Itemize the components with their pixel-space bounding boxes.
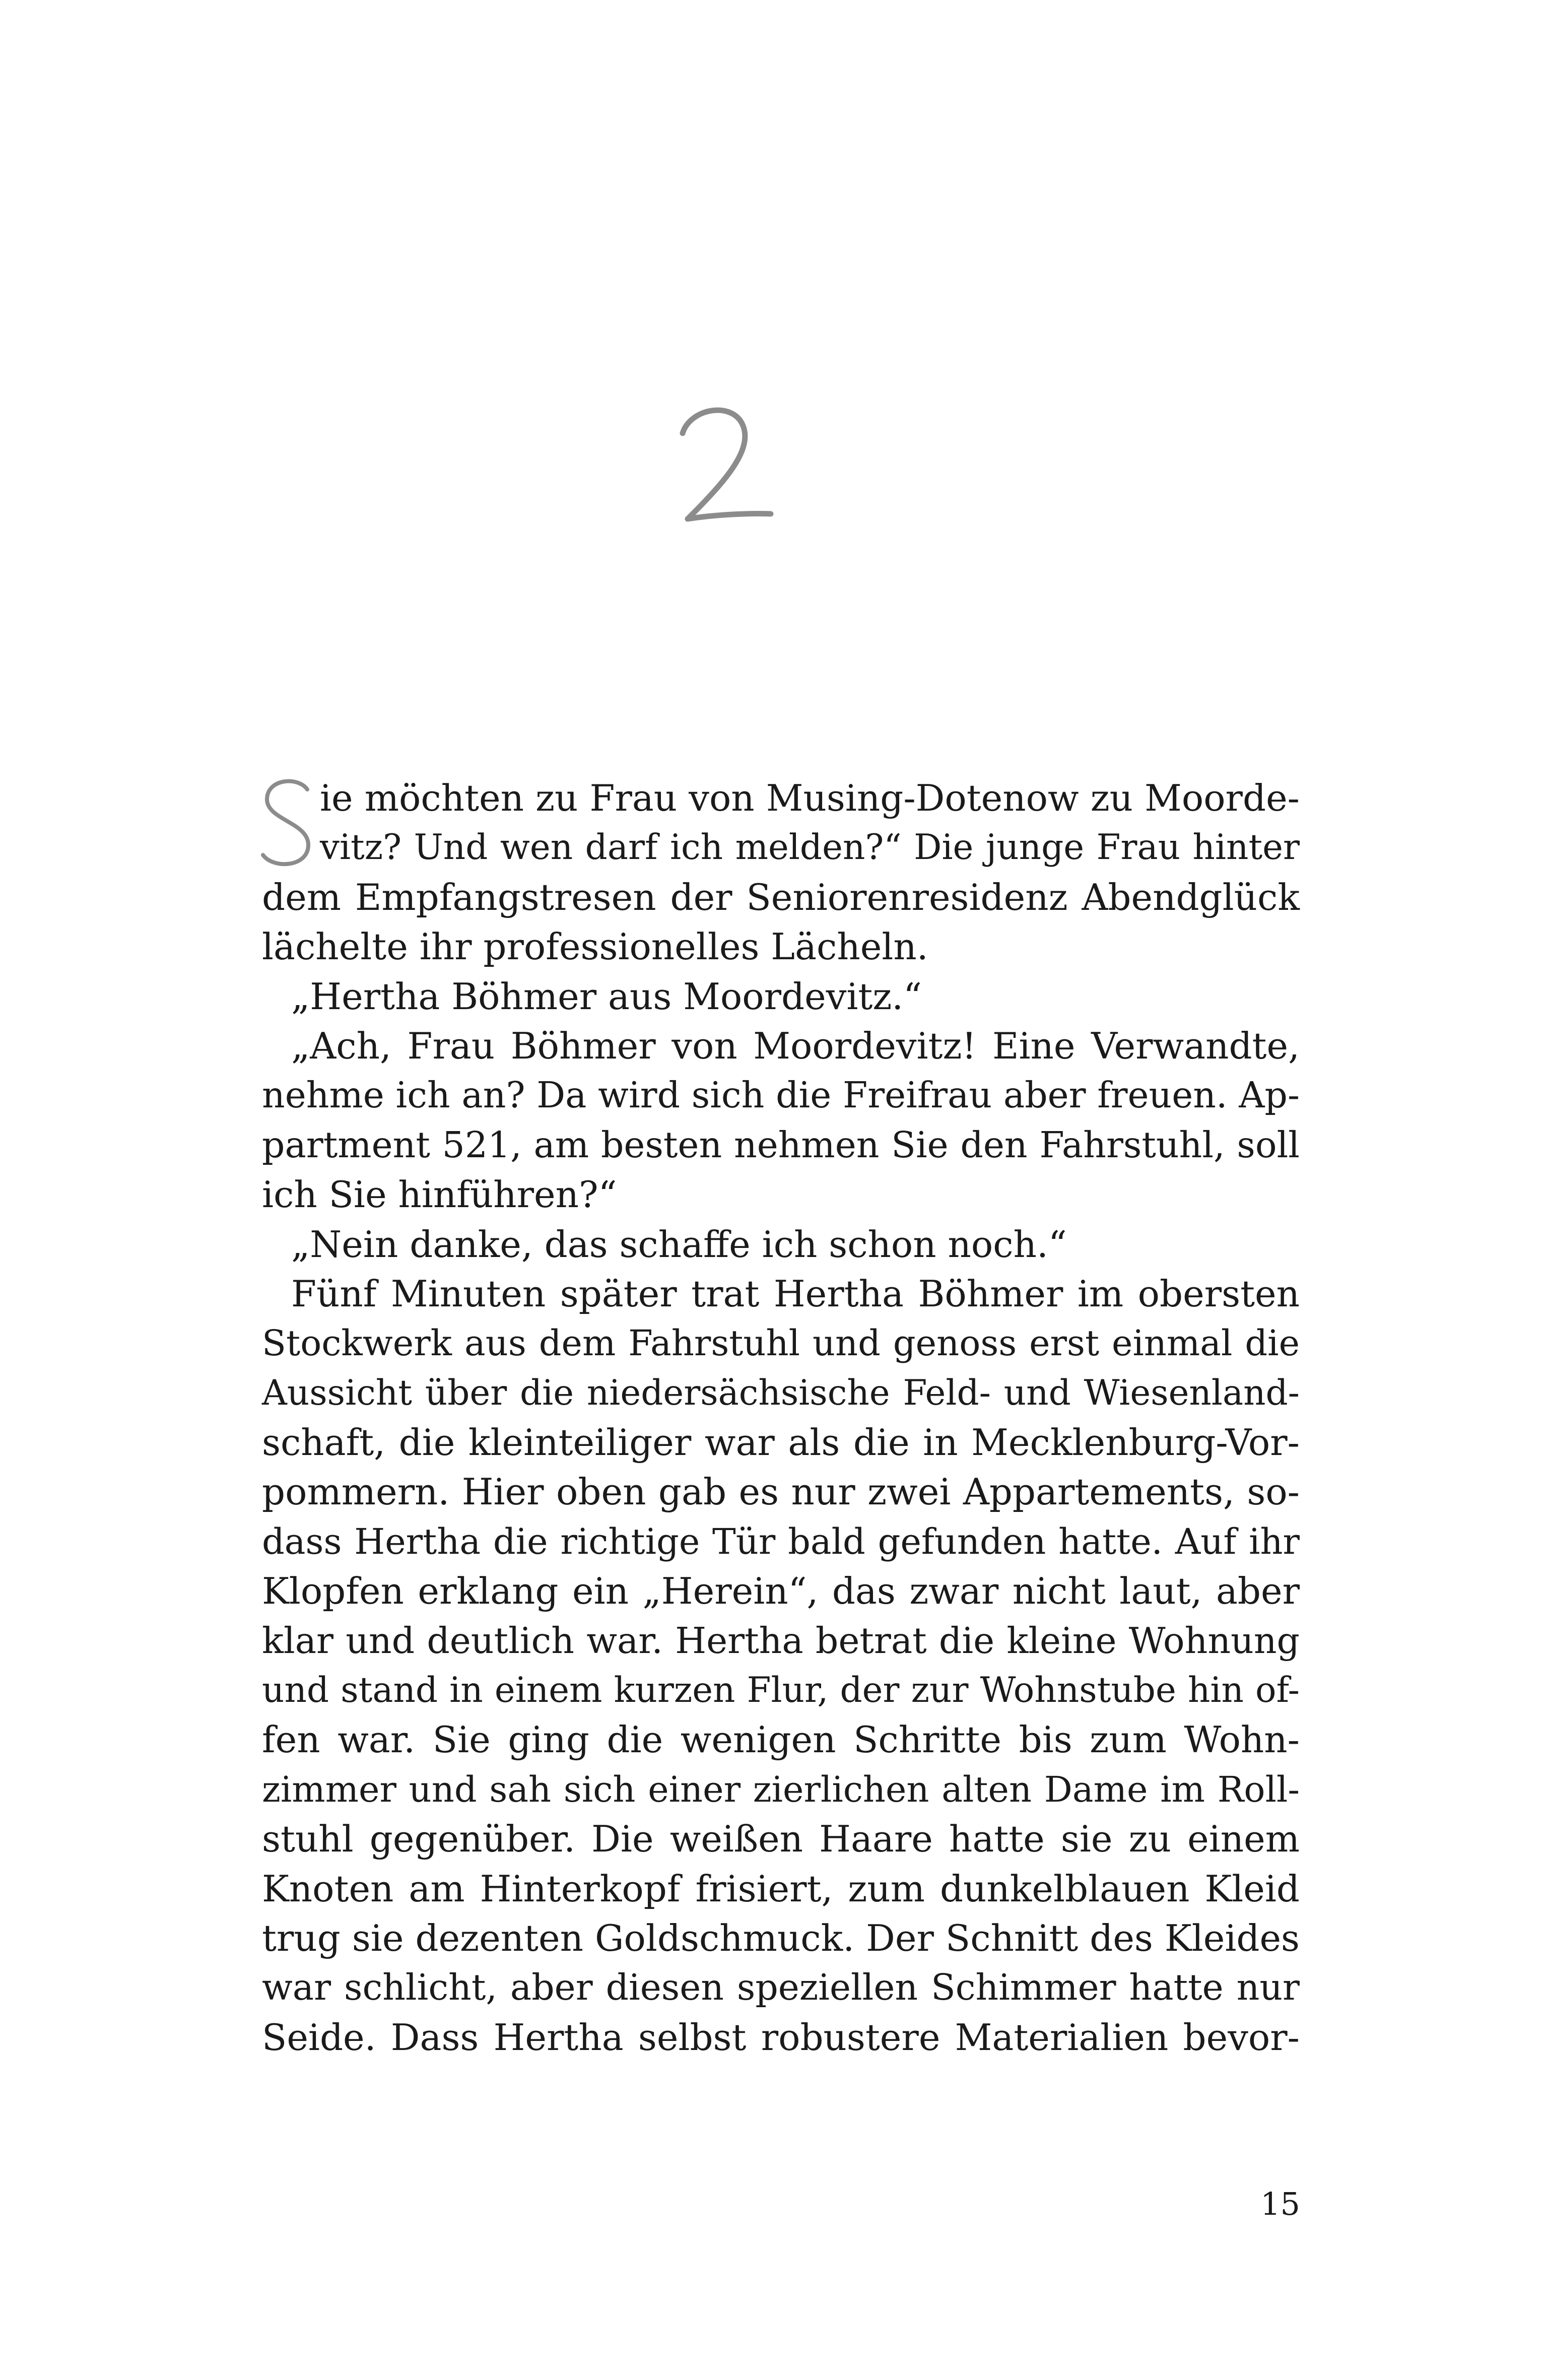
text-line: partment 521, am besten nehmen Sie den Fahrstuhl, soll — [262, 1123, 1300, 1166]
text-line: stuhl gegenüber. Die weißen Haare hatte sie zu einem — [262, 1818, 1300, 1861]
text-line: Klopfen erklang ein „Herein“, das zwar nicht laut, aber — [262, 1570, 1300, 1613]
text-line: Stockwerk aus dem Fahrstuhl und genoss erst einmal die — [262, 1323, 1300, 1364]
text-line: war schlicht, aber diesen speziellen Schimmer hatte nur — [262, 1966, 1300, 2009]
text-line: Knoten am Hinterkopf frisiert, zum dunkelblauen Kleid — [262, 1867, 1300, 1910]
text-line: ich Sie hinführen?“ — [262, 1173, 617, 1216]
text-line: dass Hertha die richtige Tür bald gefunden hatte. Auf ihr — [262, 1520, 1300, 1562]
text-line: zimmer und sah sich einer zierlichen alten Dame im Roll- — [262, 1768, 1300, 1810]
text-line: schaft, die kleinteiliger war als die in Mecklenburg-Vor- — [262, 1421, 1300, 1464]
text-line: ie möchten zu Frau von Musing-Dotenow zu Moorde- — [262, 773, 1300, 823]
chapter-number — [667, 398, 783, 534]
text-line: „Hertha Böhmer aus Moordevitz.“ — [291, 975, 922, 1018]
text-line: pommern. Hier oben gab es nur zwei Appartements, so- — [262, 1471, 1300, 1513]
text-line: dem Empfangstresen der Seniorenresidenz Abendglück — [262, 876, 1300, 918]
text-line: Aussicht über die niedersächsische Feld- und Wiesenland- — [262, 1372, 1300, 1413]
text-line: „Ach, Frau Böhmer von Moordevitz! Eine Verwandte, — [291, 1024, 1300, 1067]
text-line: vitz? Und wen darf ich melden?“ Die junge Frau hinter — [320, 827, 1300, 868]
text-line: nehme ich an? Da wird sich die Freifrau aber freuen. Ap- — [262, 1074, 1300, 1116]
text-line: klar und deutlich war. Hertha betrat die kleine Wohnung — [262, 1619, 1300, 1662]
chapter-text — [262, 773, 1300, 2062]
text-line: Fünf Minuten später trat Hertha Böhmer im obersten — [291, 1272, 1300, 1315]
text-line: und stand in einem kurzen Flur, der zur Wohnstube hin of- — [262, 1670, 1300, 1711]
text-line: „Nein danke, das schaffe ich schon noch.“ — [291, 1223, 1067, 1266]
page-number: 15 — [1260, 2186, 1300, 2222]
text-line: lächelte ihr professionelles Lächeln. — [262, 925, 928, 968]
text-line: fen war. Sie ging die wenigen Schritte bis zum Wohn- — [262, 1718, 1300, 1761]
text-line: Seide. Dass Hertha selbst robustere Materialien bevor- — [262, 2016, 1300, 2059]
text-line: trug sie dezenten Goldschmuck. Der Schnitt des Kleides — [262, 1916, 1300, 1959]
